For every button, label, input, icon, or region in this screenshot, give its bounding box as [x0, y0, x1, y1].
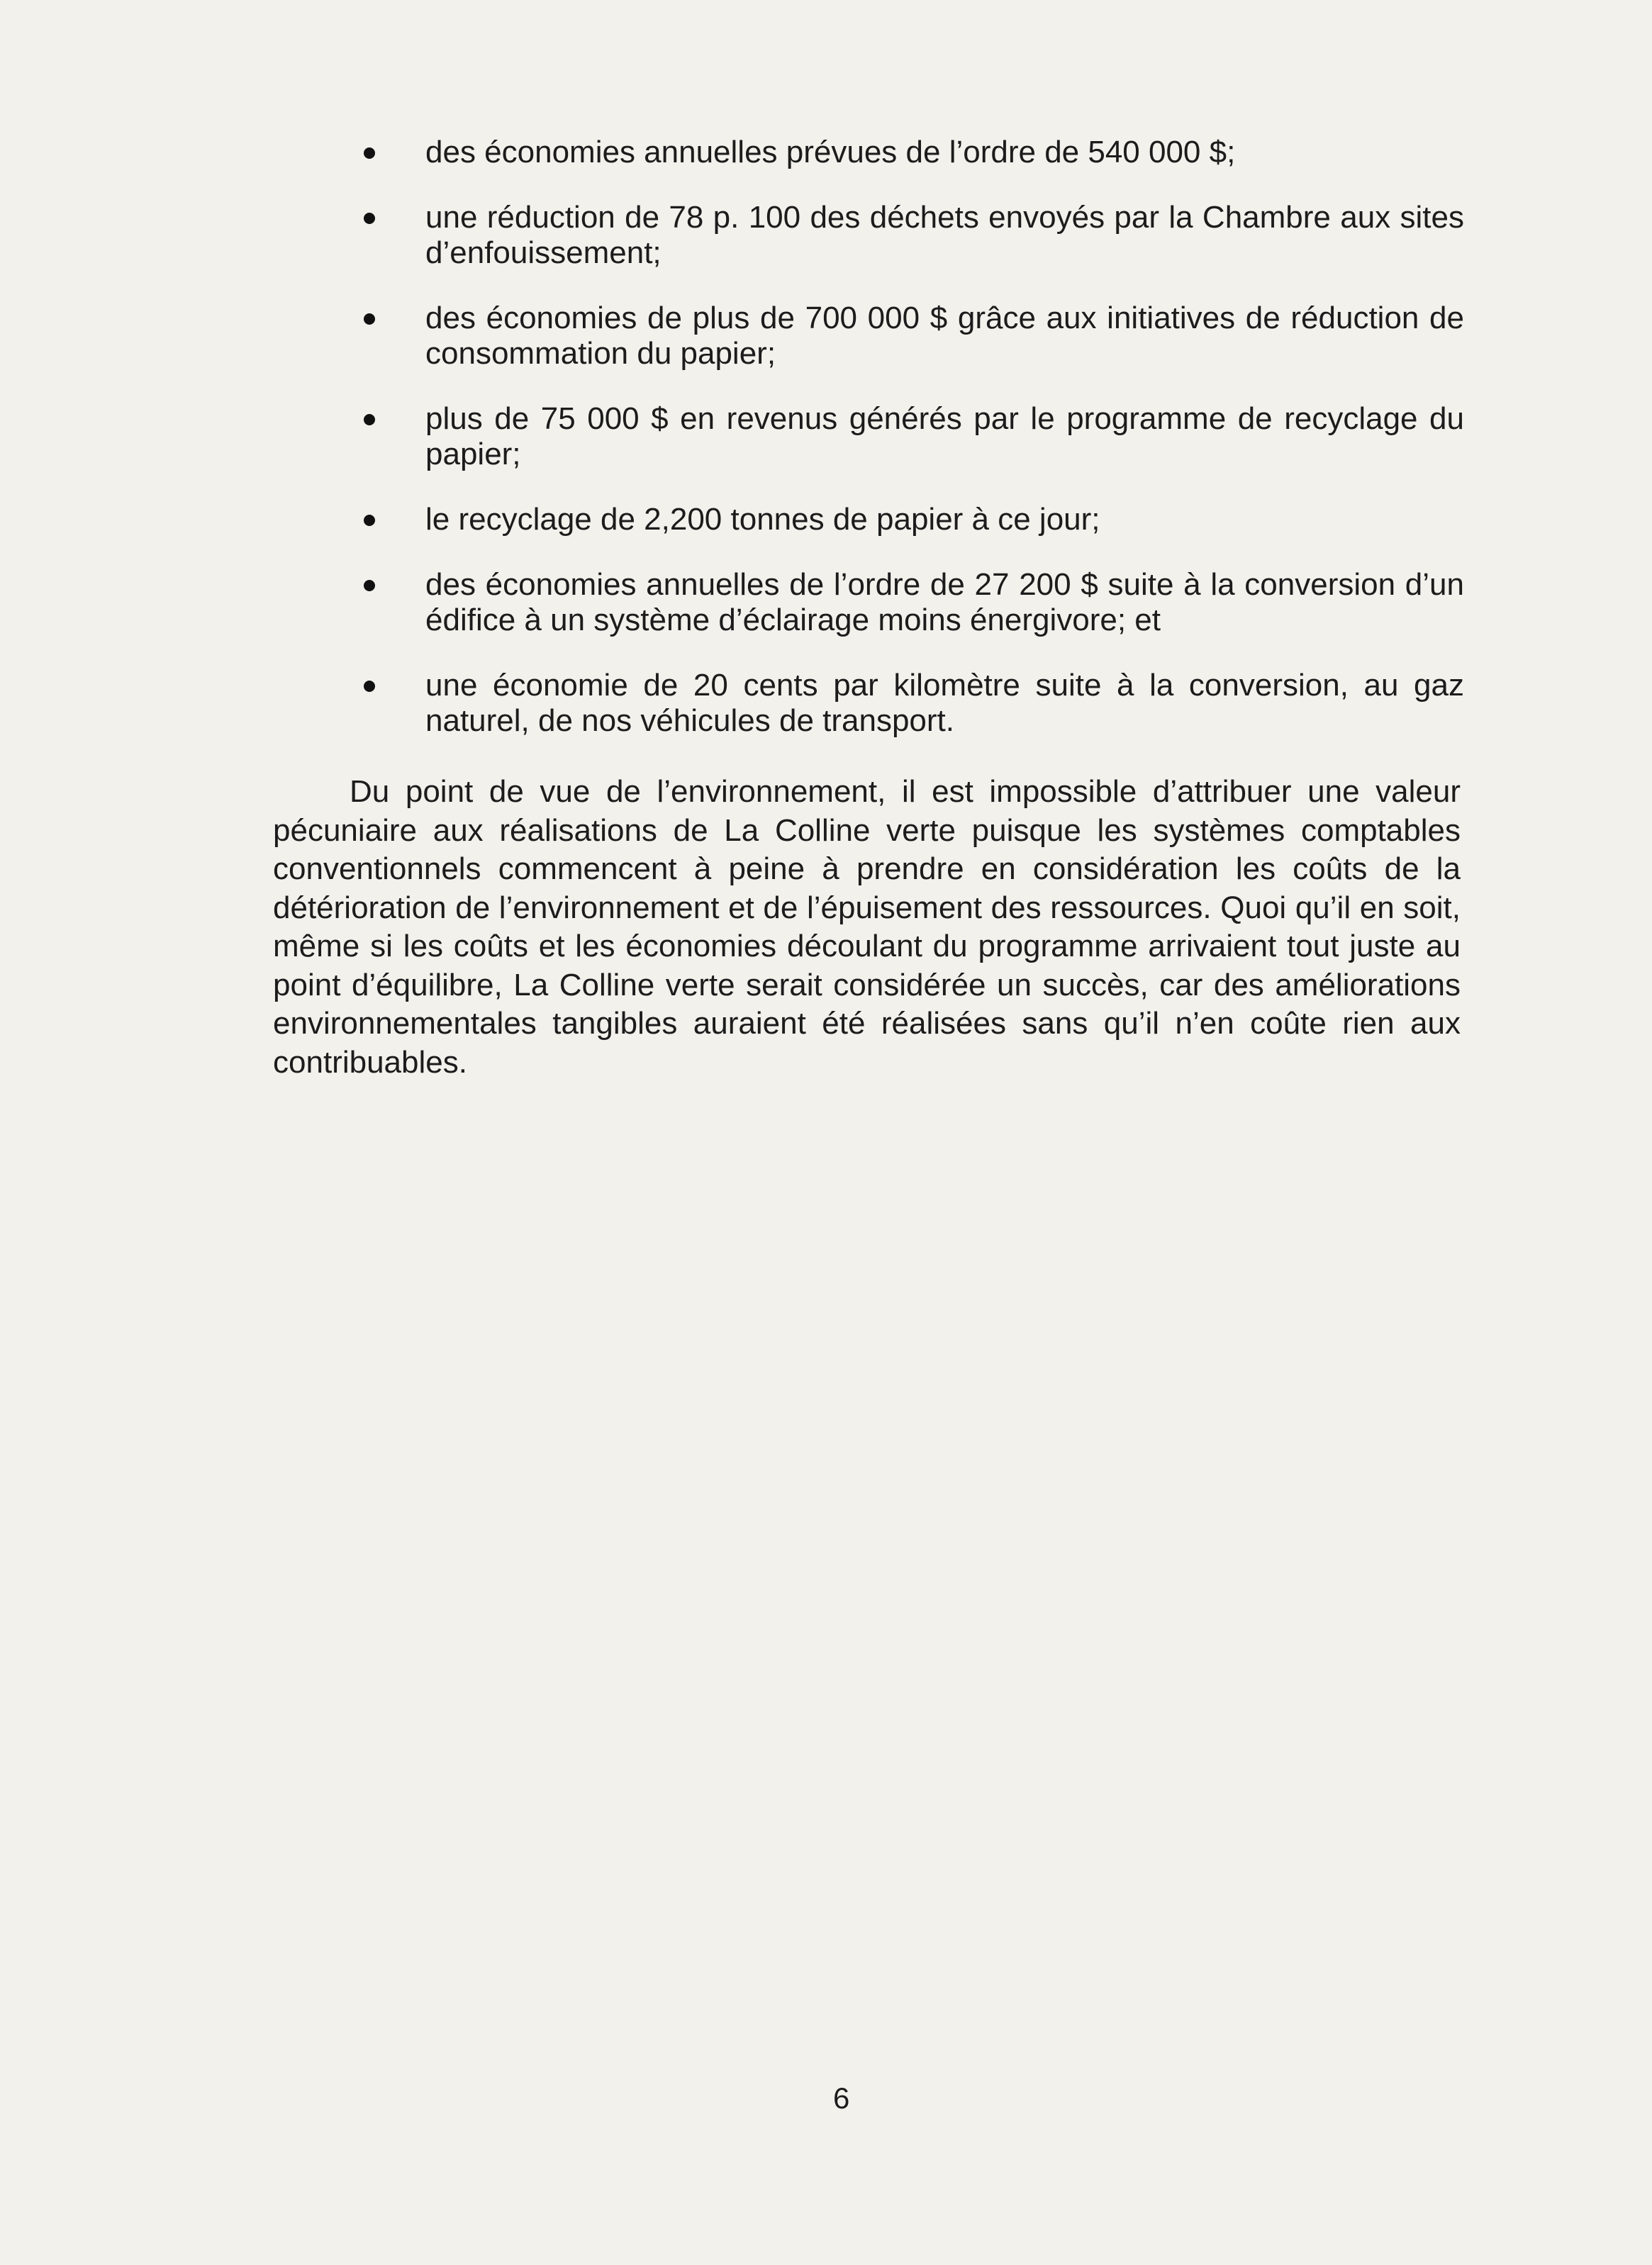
bullet-icon [364, 414, 375, 425]
bullet-icon [364, 313, 375, 325]
bullet-icon [364, 681, 375, 692]
list-item [358, 200, 1464, 271]
body-paragraph: Du point de vue de l’environnement, il est impossible d’attribuer une valeur pécuniaire aux réalisations de La Colline verte puisque les systèmes comptables conventionnels commencent à peine à prendre en considération les coûts de la détérioration de l’environnement et de l’épuisement des ressources. Quoi qu’il en soit, même si les coûts et les économies découlant du programme arrivaient tout juste au point d’équilibre, La Colline verte serait considérée un succès, car des améliorations environnementales tangibles auraient été réalisées sans qu’il n’en coûte rien aux contribuables. [273, 774, 1461, 1080]
list-item [358, 502, 1464, 537]
bullet-text: une réduction de 78 p. 100 des déchets envoyés par la Chambre aux sites d’enfouissement; [425, 200, 1464, 270]
list-item [358, 135, 1464, 170]
list-item [358, 401, 1464, 472]
bullet-icon [364, 515, 375, 526]
bullet-text: des économies de plus de 700 000 $ grâce aux initiatives de réduction de consommation du papier; [425, 301, 1464, 371]
bullet-icon [364, 213, 375, 224]
list-item [358, 301, 1464, 371]
page-number: 6 [833, 2081, 850, 2115]
bullet-list [358, 135, 1464, 768]
bullet-text: des économies annuelles prévues de l’ordre de 540 000 $; [425, 135, 1236, 169]
bullet-icon [364, 580, 375, 591]
list-item [358, 668, 1464, 739]
bullet-icon [364, 147, 375, 159]
list-item [358, 567, 1464, 638]
bullet-text: plus de 75 000 $ en revenus générés par le programme de recyclage du papier; [425, 401, 1464, 471]
bullet-text: le recyclage de 2,200 tonnes de papier à ce jour; [425, 502, 1100, 537]
bullet-text: une économie de 20 cents par kilomètre suite à la conversion, au gaz naturel, de nos véhicules de transport. [425, 668, 1464, 738]
bullet-text: des économies annuelles de l’ordre de 27 200 $ suite à la conversion d’un édifice à un système d’éclairage moins énergivore; et [425, 567, 1464, 637]
